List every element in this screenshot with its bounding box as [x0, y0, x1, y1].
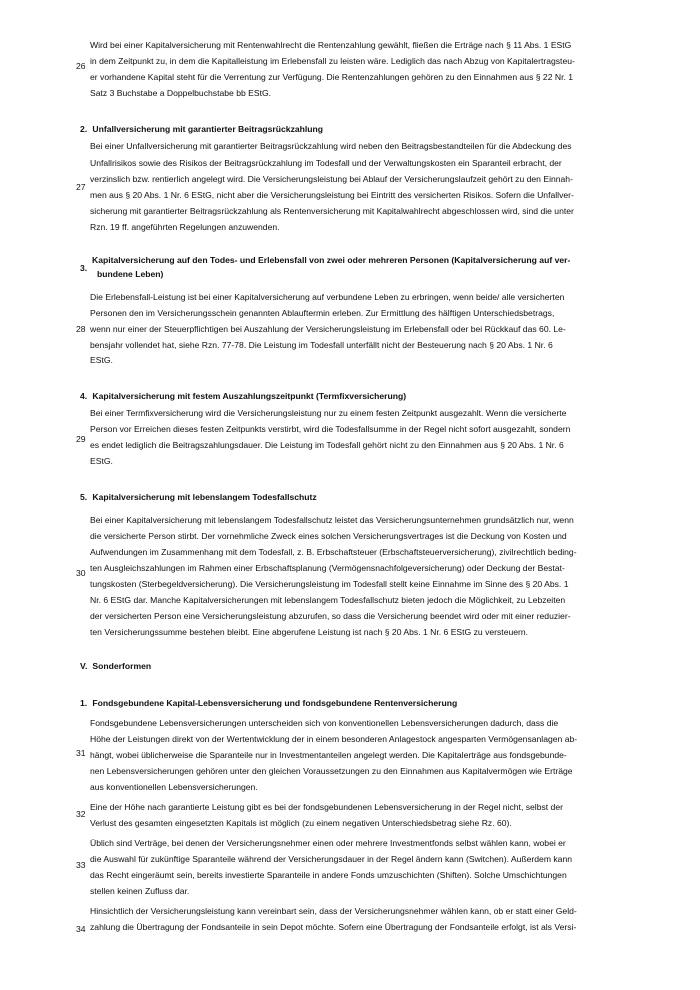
heading-text: Kapitalversicherung mit lebenslangem Todesfallschutz — [92, 492, 317, 502]
margin-number: 32 — [76, 809, 86, 819]
text-line: der versicherten Person eine Versicherungsleistung abzurufen, so dass die Versicherung beendet wird oder mit einer reduzier- — [90, 611, 571, 621]
margin-number: 34 — [76, 924, 86, 934]
text-line: Fondsgebundene Lebensversicherungen unterscheiden sich von konventionellen Lebensversicherungen dadurch, dass die — [90, 718, 559, 728]
text-line: Satz 3 Buchstabe a Doppelbuchstabe bb EStG. — [90, 88, 272, 98]
text-line: sicherung mit garantierter Beitragsrückzahlung als Rentenversicherung mit Kapitalwahlrecht abgeschlossen wird, sind die unter — [90, 206, 574, 216]
text-line: Nr. 6 EStG dar. Manche Kapitalversicherungen mit lebenslangem Todesfallschutz bieten jedoch die Möglichkeit, zu Lebzeiten — [90, 595, 566, 605]
text-line: die versicherte Person stirbt. Der vornehmliche Zweck eines solchen Versicherungsvertrages ist die Deckung von Kosten und — [90, 531, 567, 541]
heading-text: Sonderformen — [92, 661, 152, 671]
text-line: Rzn. 19 ff. angeführten Regelungen anzuwenden. — [90, 222, 280, 232]
heading-text: Fondsgebundene Kapital-Lebensversicherung und fondsgebundene Rentenversicherung — [92, 698, 458, 708]
margin-number: 27 — [76, 182, 86, 192]
text-line: Eine der Höhe nach garantierte Leistung gibt es bei der fondsgebundenen Lebensversicherung in der Regel nicht, selbst der — [90, 802, 563, 812]
heading-number: 3. — [80, 263, 88, 273]
text-line: Bei einer Termfixversicherung wird die Versicherungsleistung nur zu einem festen Zeitpunkt ausgezahlt. Wenn die versicherte — [90, 408, 567, 418]
text-line: in dem Zeitpunkt zu, in dem die Kapitalleistung im Erlebensfall zu leisten wäre. Lediglich das nach Abzug von Kapitalertragsteu- — [90, 56, 575, 66]
heading-number: V. — [80, 661, 88, 671]
text-line: zahlung die Übertragung der Fondsanteile in sein Depot möchte. Sofern eine Übertragung der Fondsanteile erfolgt, ist als Versi- — [90, 922, 577, 932]
text-line: Bei einer Unfallversicherung mit garantierter Beitragsrückzahlung wird neben den Beitragsbestandteilen für die Abdeckung des — [90, 141, 572, 151]
text-line: Wird bei einer Kapitalversicherung mit Rentenwahlrecht die Rentenzahlung gewählt, fließen die Erträge nach § 11 Abs. 1 EStG — [90, 40, 572, 50]
section-heading — [80, 262, 90, 274]
text-line: nen Lebensversicherungen gehören unter den gleichen Voraussetzungen zu den Einnahmen aus Kapitalvermögen wie Erträge — [90, 766, 573, 776]
margin-number: 30 — [76, 568, 86, 578]
margin-number: 33 — [76, 860, 86, 870]
text-line: die Auswahl für zukünftige Sparanteile während der Versicherungsdauer in der Regel ändern kann (Switchen). Außerdem kann — [90, 854, 573, 864]
heading-text: Kapitalversicherung auf den Todes- und Erlebensfall von zwei oder mehreren Personen (Kapitalversicherung auf ver- — [92, 255, 571, 265]
heading-text: Unfallversicherung mit garantierter Beitragsrückzahlung — [92, 124, 324, 134]
text-line: wenn nur einer der Steuerpflichtigen bei Auszahlung der Versicherungsleistung im Erlebensfall oder bei Rückkauf das 60. Le- — [90, 324, 566, 334]
text-line: tungskosten (Sterbegeldversicherung). Die Versicherungsleistung im Todesfall stellt keine Einnahme im Sinne des § 20 Abs. 1 — [90, 579, 569, 589]
text-line: er vorhandene Kapital steht für die Verrentung zur Verfügung. Die Rentenzahlungen gehören zu den Einnahmen aus § 22 Nr. 1 — [90, 72, 574, 82]
text-line: es endet lediglich die Beitragszahlungsdauer. Die Leistung im Todesfall gehört nicht zu den Einnahmen aus § 20 Abs. 1 Nr. 6 — [90, 440, 564, 450]
section-heading — [80, 660, 151, 672]
section-heading — [80, 390, 406, 402]
text-line: Unfallrisikos sowie des Risikos der Beitragsrückzahlung im Todesfall und der Verwaltungskosten ein Sparanteil erbracht, der — [90, 158, 562, 168]
heading-number: 5. — [80, 492, 88, 502]
heading-text: bundene Leben) — [97, 269, 164, 279]
text-line: Die Erlebensfall-Leistung ist bei einer Kapitalversicherung auf verbundene Leben zu erbringen, wenn beide/ alle versicherten — [90, 292, 565, 302]
heading-number: 1. — [80, 698, 88, 708]
margin-number: 31 — [76, 748, 86, 758]
text-line: Höhe der Leistungen direkt von der Wertentwicklung der in einem besonderen Anlagestock angesparten Vermögensanlagen ab- — [90, 734, 578, 744]
text-line: Bei einer Kapitalversicherung mit lebenslangem Todesfallschutz leistet das Versicherungsunternehmen grundsätzlich nur, wenn — [90, 515, 574, 525]
text-line: verzinslich bzw. rentierlich angelegt wird. Die Versicherungsleistung bei Ablauf der Versicherungslaufzeit gehört zu den Einnah- — [90, 174, 573, 184]
section-heading — [80, 697, 457, 709]
text-line: bensjahr vollendet hat, siehe Rzn. 77-78. Die Leistung im Todesfall unterfällt nicht der Besteuerung nach § 20 Abs. 1 Nr. 6 — [90, 340, 553, 350]
text-line: aus konventionellen Lebensversicherungen. — [90, 782, 258, 792]
text-line: Aufwendungen im Zusammenhang mit dem Todesfall, z. B. Erbschaftsteuer (Erbschaftsteuerversicherung), zivilrechtlich beding- — [90, 547, 577, 557]
text-line: Hinsichtlich der Versicherungsleistung kann vereinbart sein, dass der Versicherungsnehmer wählen kann, ob er statt einer Geld- — [90, 906, 577, 916]
text-line: Verlust des gesamten eingesetzten Kapitals ist möglich (zu einem negativen Unterschiedsbetrag siehe Rz. 60). — [90, 818, 512, 828]
text-line: EStG. — [90, 456, 113, 466]
heading-number: 4. — [80, 391, 88, 401]
text-line: EStG. — [90, 355, 113, 365]
text-line: das Recht eingeräumt sein, bereits investierte Sparanteile in andere Fonds umzuschichten (Shiften). Solche Umschichtungen — [90, 870, 567, 880]
text-line: Person vor Erreichen dieses festen Zeitpunkts verstirbt, wird die Todesfallsumme in der Regel nicht sofort ausgezahlt, sondern — [90, 424, 571, 434]
margin-number: 28 — [76, 324, 86, 334]
heading-number: 2. — [80, 124, 88, 134]
text-line: hängt, wobei üblicherweise die Sparanteile nur in Investmentanteilen angelegt werden. Die Kapitalerträge aus fondsgebunde- — [90, 750, 567, 760]
section-heading — [80, 123, 323, 135]
text-line: ten Versicherungssumme bestehen bleibt. Eine abgerufene Leistung ist nach § 20 Abs. 1 Nr. 6 EStG zu versteuern. — [90, 627, 529, 637]
text-line: men aus § 20 Abs. 1 Nr. 6 EStG, nicht aber die Versicherungsleistung bei Eintritt des versicherten Risikos. Sofern die Unfallver- — [90, 190, 574, 200]
heading-text: Kapitalversicherung mit festem Auszahlungszeitpunkt (Termfixversicherung) — [92, 391, 407, 401]
section-heading — [80, 491, 317, 503]
text-line: Personen den im Versicherungsschein genannten Ablauftermin erleben. Zur Ermittlung des hälftigen Unterschiedsbetrags, — [90, 308, 555, 318]
text-line: Üblich sind Verträge, bei denen der Versicherungsnehmer einen oder mehrere Investmentfonds selbst wählen kann, wobei er — [90, 838, 566, 848]
margin-number: 29 — [76, 434, 86, 444]
text-line: ten Ausgleichszahlungen im Rahmen einer Erbschaftsplanung (Vermögensnachfolgeversicherung) oder Deckung der Bestat- — [90, 563, 565, 573]
margin-number: 26 — [76, 61, 86, 71]
text-line: stellen keinen Zufluss dar. — [90, 886, 190, 896]
